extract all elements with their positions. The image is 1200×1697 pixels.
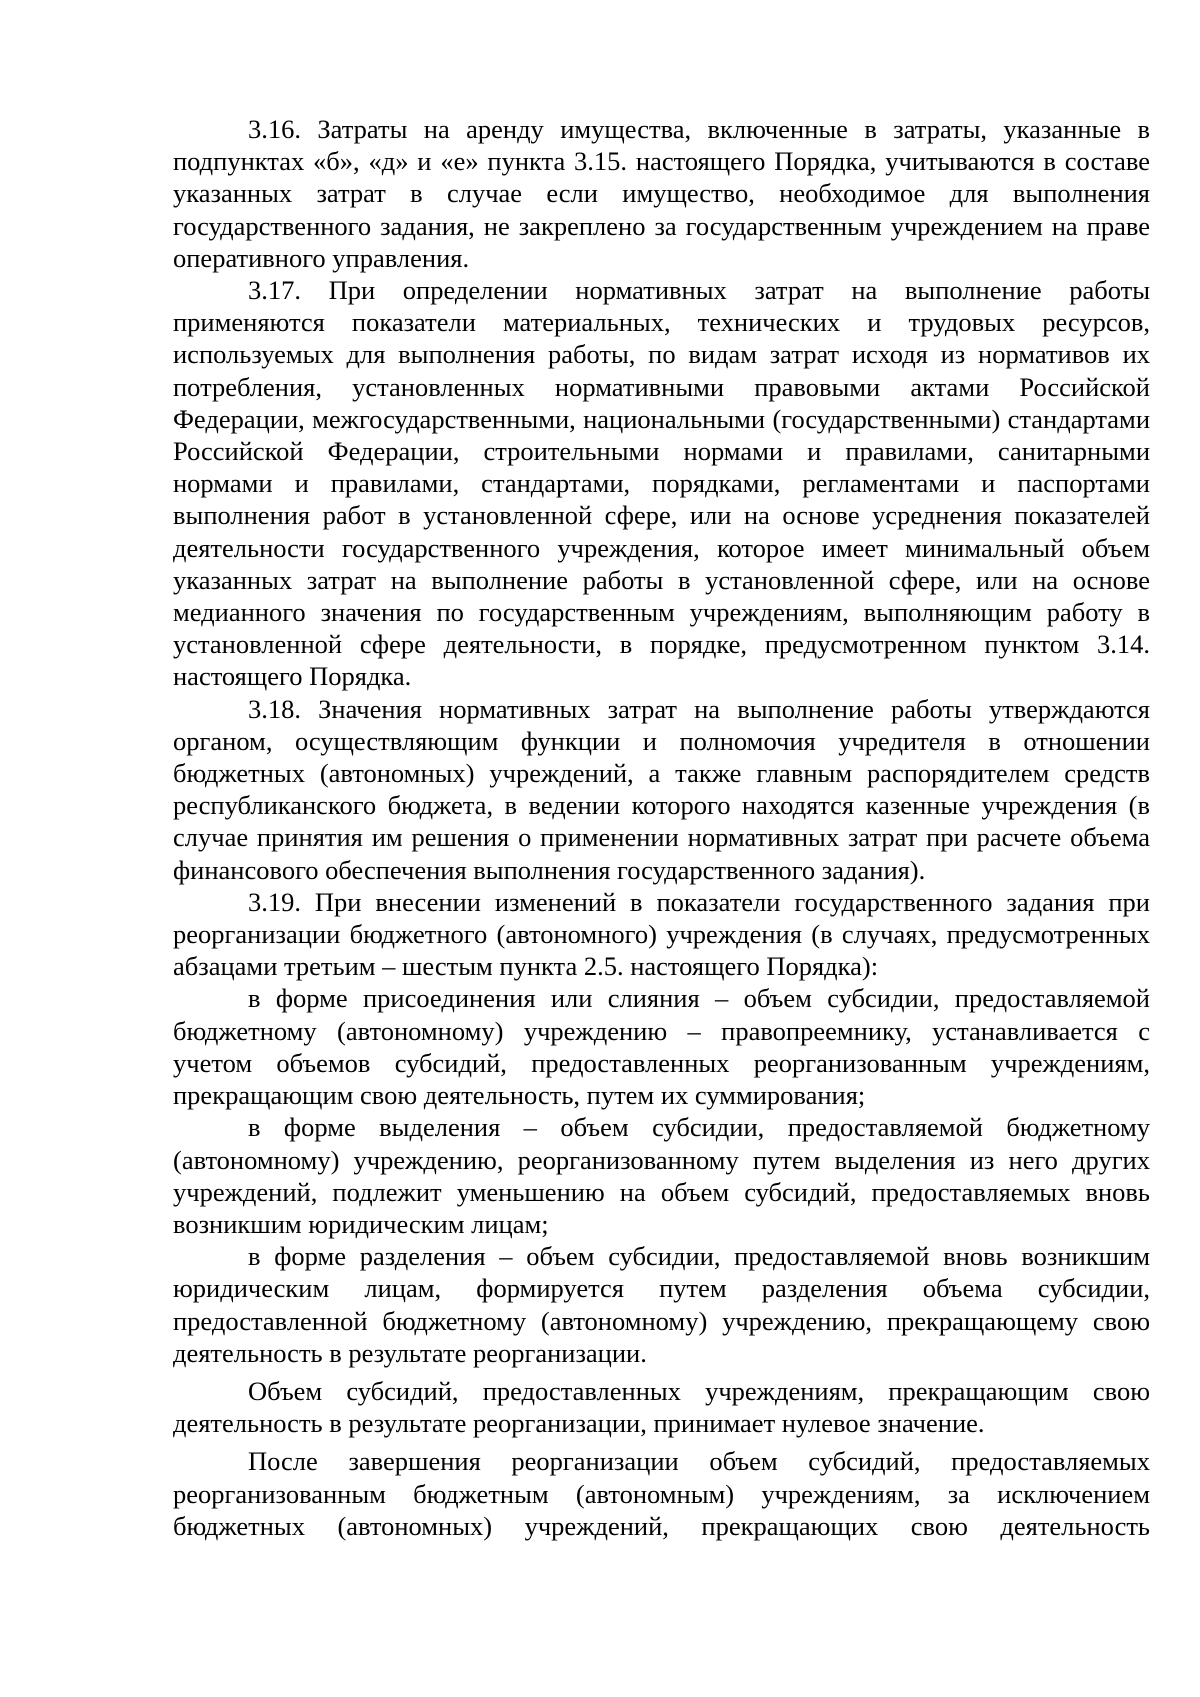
paragraph-3-18: 3.18. Значения нормативных затрат на выполнение работы утверждаются органом, осуществляющим функции и полномочия учредителя в отношении бюджетных (автономных) учреждений, а также главным распорядителем средств республиканского бюджета, в ведении которого находятся казенные учреждения (в случае принятия им решения о применении нормативных затрат при расчете объема финансового обеспечения выполнения государственного задания). bbox=[173, 693, 1150, 885]
paragraph-spin-off: в форме выделения – объем субсидии, предоставляемой бюджетному (автономному) учреждению, реорганизованному путем выделения из него других учреждений, подлежит уменьшению на объем субсидий, предоставляемых вновь возникшим юридическим лицам; bbox=[173, 1112, 1150, 1239]
paragraph-3-16: 3.16. Затраты на аренду имущества, включенные в затраты, указанные в подпунктах «б», «д» и «е» пункта 3.15. настоящего Порядка, учитываются в составе указанных затрат в случае если имущество, необходимое для выполнения государственного задания, не закреплено за государственным учреждением на праве оперативного управления. bbox=[173, 114, 1150, 273]
paragraph-division: в форме разделения – объем субсидии, предоставляемой вновь возникшим юридическим лицам, формируется путем разделения объема субсидии, предоставленной бюджетному (автономному) учреждению, прекращающему свою деятельность в результате реорганизации. bbox=[173, 1241, 1150, 1368]
paragraph-3-19: 3.19. При внесении изменений в показатели государственного задания при реорганизации бюджетного (автономного) учреждения (в случаях, предусмотренных абзацами третьим – шестым пункта 2.5. настоящего Порядка): bbox=[173, 886, 1150, 982]
paragraph-3-17: 3.17. При определении нормативных затрат на выполнение работы применяются показатели материальных, технических и трудовых ресурсов, используемых для выполнения работы, по видам затрат исходя из нормативов их потребления, установленных нормативными правовыми актами Российской Федерации, межгосударственными, национальными (государственными) стандартами Российской Федерации, строительными нормами и правилами, санитарными нормами и правилами, стандартами, порядками, регламентами и паспортами выполнения работ в установленной сфере, или на основе усреднения показателей деятельности государственного учреждения, которое имеет минимальный объем указанных затрат на выполнение работы в установленной сфере, или на основе медианного значения по государственным учреждениям, выполняющим работу в установленной сфере деятельности, в порядке, предусмотренном пунктом 3.14. настоящего Порядка. bbox=[173, 275, 1150, 692]
paragraph-after-reorganization: После завершения реорганизации объем субсидий, предоставляемых реорганизованным бюджетным (автономным) учреждениям, за исключением бюджетных (автономных) учреждений, прекращающих свою деятельность bbox=[173, 1446, 1150, 1541]
document-page bbox=[173, 113, 1150, 1542]
paragraph-merger: в форме присоединения или слияния – объем субсидии, предоставляемой бюджетному (автономному) учреждению – правопреемнику, устанавливается с учетом объемов субсидий, предоставленных реорганизованным учреждениям, прекращающим свою деятельность, путем их суммирования; bbox=[173, 983, 1150, 1111]
paragraph-zero-subsidy: Объем субсидий, предоставленных учреждениям, прекращающим свою деятельность в результате реорганизации, принимает нулевое значение. bbox=[173, 1375, 1150, 1439]
